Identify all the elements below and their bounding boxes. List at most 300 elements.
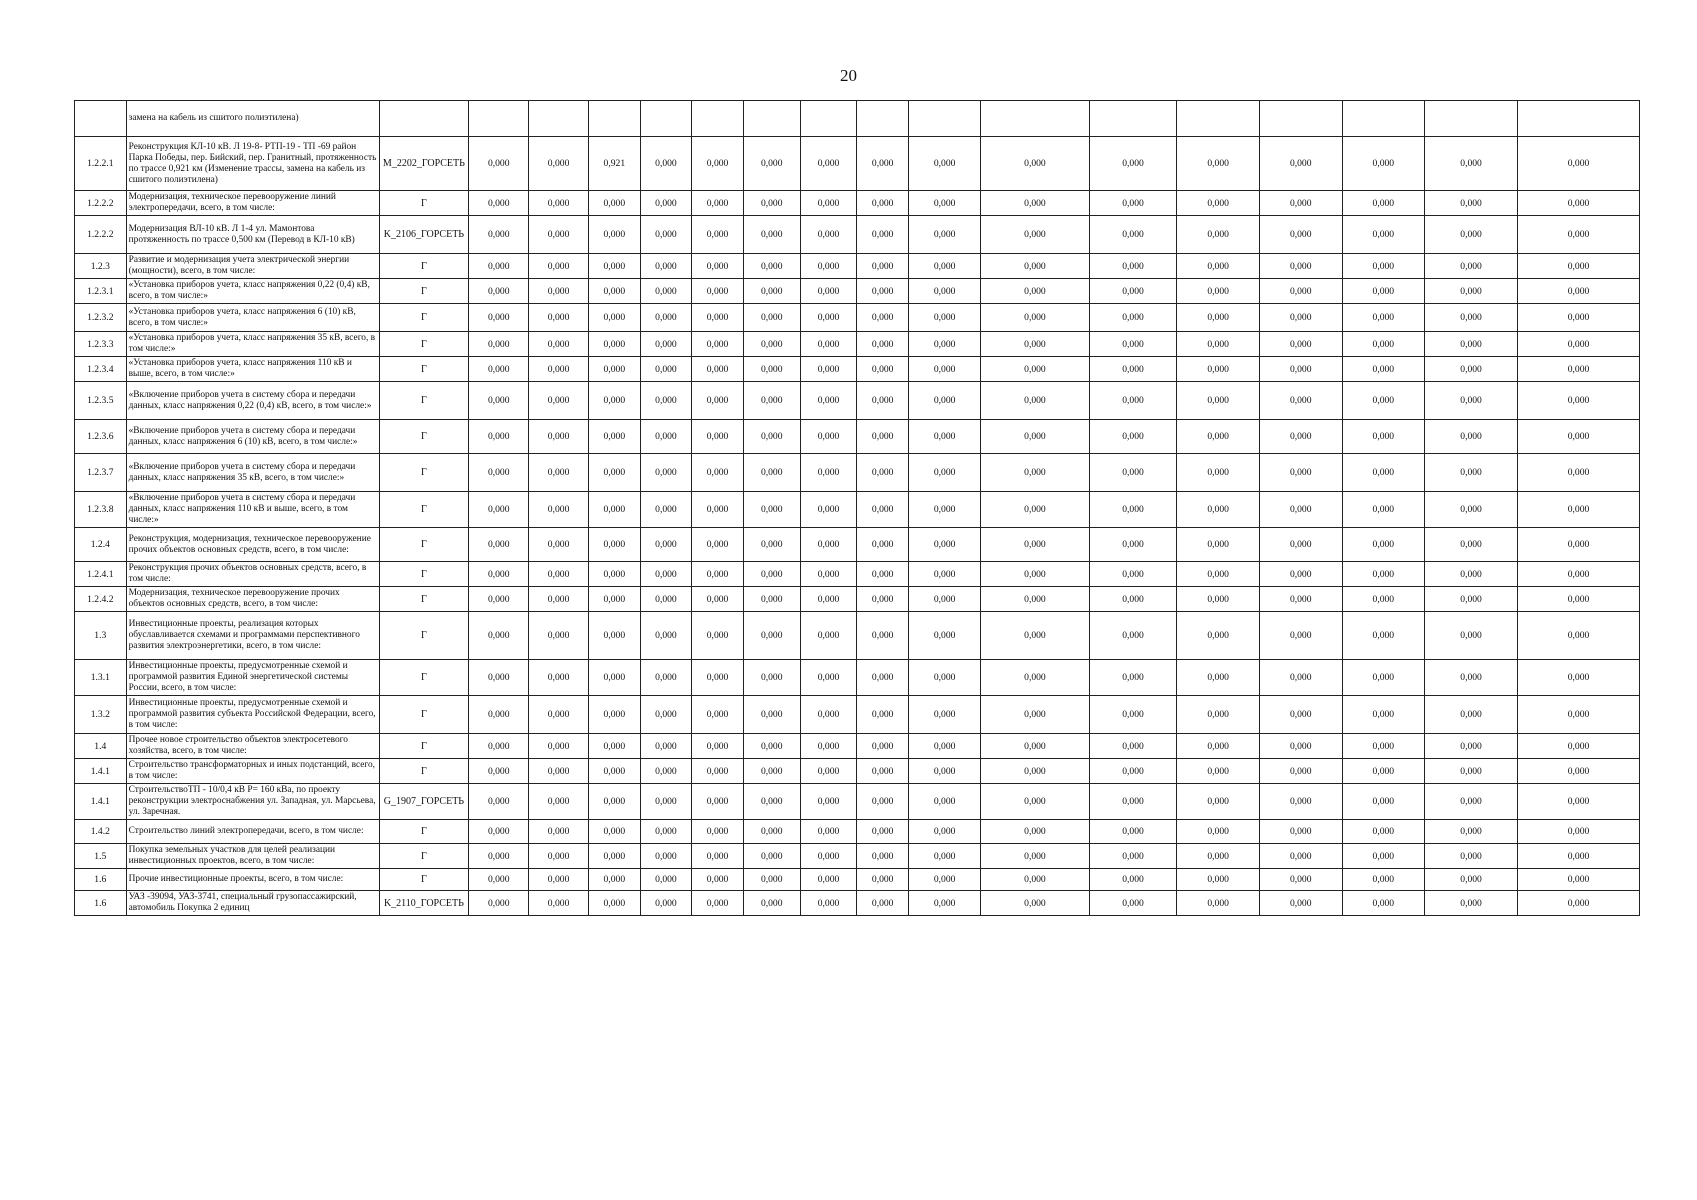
value-cell: 0,000 <box>1089 696 1177 734</box>
value-cell: 0,000 <box>1425 528 1518 562</box>
value-cell: 0,000 <box>589 332 641 357</box>
row-code-cell: 1.2.3.4 <box>75 357 127 382</box>
row-id-cell <box>379 101 469 137</box>
value-cell: 0,000 <box>469 562 529 587</box>
row-id-cell: Г <box>379 492 469 528</box>
value-cell: 0,000 <box>1177 420 1260 454</box>
value-cell: 0,000 <box>800 332 857 357</box>
value-cell: 0,000 <box>981 587 1089 612</box>
value-cell: 0,000 <box>1425 254 1518 279</box>
value-cell: 0,000 <box>981 382 1089 420</box>
value-cell: 0,000 <box>1518 587 1640 612</box>
row-name-cell: Модернизация ВЛ-10 кВ. Л 1-4 ул. Мамонтова протяженность по трассе 0,500 км (Перевод в КЛ-10 кВ) <box>126 216 379 254</box>
value-cell: 0,000 <box>529 587 589 612</box>
value-cell: 0,000 <box>1342 304 1425 332</box>
value-cell: 0,000 <box>981 844 1089 869</box>
value-cell: 0,000 <box>589 784 641 820</box>
row-name-cell: Прочие инвестиционные проекты, всего, в том числе: <box>126 869 379 891</box>
value-cell: 0,000 <box>909 492 981 528</box>
value-cell: 0,000 <box>1089 784 1177 820</box>
value-cell: 0,000 <box>800 137 857 191</box>
value-cell: 0,000 <box>1259 587 1342 612</box>
value-cell: 0,000 <box>640 454 692 492</box>
value-cell: 0,000 <box>692 784 744 820</box>
row-name-cell: «Включение приборов учета в систему сбора и передачи данных, класс напряжения 0,22 (0,4) кВ, всего, в том числе:» <box>126 382 379 420</box>
value-cell <box>529 101 589 137</box>
value-cell: 0,000 <box>857 216 909 254</box>
value-cell: 0,000 <box>1425 304 1518 332</box>
value-cell: 0,000 <box>857 734 909 759</box>
value-cell: 0,921 <box>589 137 641 191</box>
value-cell: 0,000 <box>1342 587 1425 612</box>
value-cell: 0,000 <box>469 891 529 916</box>
value-cell: 0,000 <box>692 891 744 916</box>
value-cell: 0,000 <box>743 696 800 734</box>
value-cell: 0,000 <box>1177 660 1260 696</box>
table-row <box>75 304 1640 332</box>
value-cell: 0,000 <box>800 279 857 304</box>
value-cell: 0,000 <box>1177 696 1260 734</box>
value-cell: 0,000 <box>1518 759 1640 784</box>
value-cell: 0,000 <box>640 734 692 759</box>
row-id-cell: Г <box>379 660 469 696</box>
value-cell: 0,000 <box>529 492 589 528</box>
row-id-cell: K_2110_ГОРСЕТЬ <box>379 891 469 916</box>
row-name-cell: «Установка приборов учета, класс напряжения 35 кВ, всего, в том числе:» <box>126 332 379 357</box>
value-cell: 0,000 <box>743 820 800 844</box>
value-cell: 0,000 <box>981 869 1089 891</box>
row-name-cell: Реконструкция, модернизация, техническое перевооружение прочих объектов основных средств, всего, в том числе: <box>126 528 379 562</box>
table-row <box>75 357 1640 382</box>
row-id-cell: M_2202_ГОРСЕТЬ <box>379 137 469 191</box>
row-name-cell: Модернизация, техническое перевооружение линий электропередачи, всего, в том числе: <box>126 191 379 216</box>
value-cell: 0,000 <box>743 254 800 279</box>
value-cell: 0,000 <box>1089 420 1177 454</box>
value-cell: 0,000 <box>1342 820 1425 844</box>
value-cell: 0,000 <box>1518 304 1640 332</box>
value-cell: 0,000 <box>1342 612 1425 660</box>
value-cell: 0,000 <box>800 492 857 528</box>
value-cell: 0,000 <box>469 137 529 191</box>
row-code-cell: 1.2.2.2 <box>75 191 127 216</box>
table-row <box>75 492 1640 528</box>
value-cell: 0,000 <box>1342 332 1425 357</box>
row-code-cell: 1.2.3.1 <box>75 279 127 304</box>
table-row <box>75 562 1640 587</box>
investment-table <box>74 100 1640 916</box>
table-row <box>75 216 1640 254</box>
value-cell: 0,000 <box>1177 844 1260 869</box>
value-cell: 0,000 <box>1089 492 1177 528</box>
value-cell: 0,000 <box>1177 382 1260 420</box>
value-cell: 0,000 <box>1259 784 1342 820</box>
value-cell: 0,000 <box>800 191 857 216</box>
value-cell: 0,000 <box>692 454 744 492</box>
value-cell: 0,000 <box>1177 216 1260 254</box>
value-cell: 0,000 <box>800 382 857 420</box>
value-cell: 0,000 <box>529 357 589 382</box>
value-cell: 0,000 <box>981 420 1089 454</box>
value-cell: 0,000 <box>1089 528 1177 562</box>
value-cell: 0,000 <box>857 612 909 660</box>
value-cell: 0,000 <box>1177 562 1260 587</box>
value-cell: 0,000 <box>1177 357 1260 382</box>
row-id-cell: Г <box>379 734 469 759</box>
row-name-cell: Инвестиционные проекты, реализация которых обуславливается схемами и программами перспективного развития электроэнергетики, всего, в том числе: <box>126 612 379 660</box>
value-cell: 0,000 <box>981 696 1089 734</box>
row-code-cell: 1.2.4 <box>75 528 127 562</box>
value-cell: 0,000 <box>1259 562 1342 587</box>
value-cell: 0,000 <box>909 587 981 612</box>
row-name-cell: Модернизация, техническое перевооружение прочих объектов основных средств, всего, в том числе: <box>126 587 379 612</box>
row-code-cell: 1.2.2.2 <box>75 216 127 254</box>
table-row <box>75 191 1640 216</box>
value-cell: 0,000 <box>1089 660 1177 696</box>
value-cell: 0,000 <box>529 279 589 304</box>
value-cell: 0,000 <box>640 784 692 820</box>
row-id-cell: Г <box>379 869 469 891</box>
value-cell: 0,000 <box>1425 696 1518 734</box>
row-code-cell: 1.3.2 <box>75 696 127 734</box>
row-name-cell: Инвестиционные проекты, предусмотренные схемой и программой развития субъекта Российской Федерации, всего, в том числе: <box>126 696 379 734</box>
value-cell: 0,000 <box>800 891 857 916</box>
value-cell: 0,000 <box>857 304 909 332</box>
value-cell: 0,000 <box>981 562 1089 587</box>
value-cell: 0,000 <box>1177 528 1260 562</box>
value-cell: 0,000 <box>1425 357 1518 382</box>
value-cell: 0,000 <box>909 382 981 420</box>
value-cell <box>1089 101 1177 137</box>
value-cell: 0,000 <box>857 844 909 869</box>
value-cell: 0,000 <box>1425 137 1518 191</box>
value-cell: 0,000 <box>529 191 589 216</box>
value-cell: 0,000 <box>1425 587 1518 612</box>
value-cell: 0,000 <box>589 279 641 304</box>
value-cell: 0,000 <box>1518 562 1640 587</box>
value-cell <box>692 101 744 137</box>
value-cell: 0,000 <box>1177 304 1260 332</box>
value-cell: 0,000 <box>1259 891 1342 916</box>
value-cell: 0,000 <box>529 696 589 734</box>
value-cell: 0,000 <box>589 869 641 891</box>
row-name-cell: Прочее новое строительство объектов электросетевого хозяйства, всего, в том числе: <box>126 734 379 759</box>
value-cell: 0,000 <box>1425 420 1518 454</box>
value-cell: 0,000 <box>1425 891 1518 916</box>
value-cell: 0,000 <box>469 587 529 612</box>
value-cell: 0,000 <box>692 332 744 357</box>
value-cell: 0,000 <box>909 304 981 332</box>
value-cell: 0,000 <box>1342 869 1425 891</box>
value-cell: 0,000 <box>692 357 744 382</box>
value-cell: 0,000 <box>589 696 641 734</box>
value-cell: 0,000 <box>857 382 909 420</box>
table-row <box>75 734 1640 759</box>
row-id-cell: Г <box>379 304 469 332</box>
value-cell: 0,000 <box>692 759 744 784</box>
value-cell: 0,000 <box>589 734 641 759</box>
value-cell: 0,000 <box>692 382 744 420</box>
value-cell: 0,000 <box>1177 820 1260 844</box>
value-cell: 0,000 <box>589 254 641 279</box>
value-cell: 0,000 <box>469 759 529 784</box>
row-id-cell: Г <box>379 759 469 784</box>
value-cell: 0,000 <box>529 784 589 820</box>
value-cell: 0,000 <box>1089 254 1177 279</box>
row-id-cell: Г <box>379 587 469 612</box>
value-cell: 0,000 <box>589 587 641 612</box>
value-cell: 0,000 <box>743 587 800 612</box>
value-cell: 0,000 <box>469 216 529 254</box>
row-code-cell: 1.2.3.8 <box>75 492 127 528</box>
value-cell: 0,000 <box>469 279 529 304</box>
value-cell: 0,000 <box>1259 528 1342 562</box>
value-cell: 0,000 <box>1089 587 1177 612</box>
value-cell: 0,000 <box>800 820 857 844</box>
value-cell: 0,000 <box>1425 191 1518 216</box>
table-row <box>75 528 1640 562</box>
value-cell: 0,000 <box>1342 454 1425 492</box>
value-cell: 0,000 <box>640 420 692 454</box>
value-cell: 0,000 <box>1259 454 1342 492</box>
value-cell: 0,000 <box>589 612 641 660</box>
value-cell: 0,000 <box>981 660 1089 696</box>
value-cell: 0,000 <box>909 696 981 734</box>
value-cell: 0,000 <box>1089 279 1177 304</box>
value-cell: 0,000 <box>743 279 800 304</box>
value-cell: 0,000 <box>529 891 589 916</box>
value-cell: 0,000 <box>909 784 981 820</box>
value-cell: 0,000 <box>529 734 589 759</box>
page-number: 20 <box>840 66 857 85</box>
value-cell: 0,000 <box>743 216 800 254</box>
row-name-cell: «Установка приборов учета, класс напряжения 0,22 (0,4) кВ, всего, в том числе:» <box>126 279 379 304</box>
value-cell: 0,000 <box>1177 254 1260 279</box>
value-cell: 0,000 <box>1518 420 1640 454</box>
value-cell: 0,000 <box>909 216 981 254</box>
row-id-cell: Г <box>379 279 469 304</box>
table-row <box>75 587 1640 612</box>
value-cell: 0,000 <box>692 587 744 612</box>
value-cell: 0,000 <box>589 357 641 382</box>
value-cell: 0,000 <box>1518 382 1640 420</box>
table-row <box>75 820 1640 844</box>
value-cell: 0,000 <box>1259 279 1342 304</box>
value-cell: 0,000 <box>1342 254 1425 279</box>
value-cell <box>857 101 909 137</box>
value-cell: 0,000 <box>857 562 909 587</box>
value-cell: 0,000 <box>857 869 909 891</box>
value-cell: 0,000 <box>529 528 589 562</box>
row-name-cell: «Установка приборов учета, класс напряжения 110 кВ и выше, всего, в том числе:» <box>126 357 379 382</box>
value-cell: 0,000 <box>640 528 692 562</box>
value-cell: 0,000 <box>640 820 692 844</box>
value-cell: 0,000 <box>1342 357 1425 382</box>
value-cell: 0,000 <box>800 869 857 891</box>
value-cell: 0,000 <box>1259 357 1342 382</box>
value-cell: 0,000 <box>800 420 857 454</box>
value-cell: 0,000 <box>1177 191 1260 216</box>
value-cell: 0,000 <box>1089 332 1177 357</box>
value-cell: 0,000 <box>692 696 744 734</box>
value-cell: 0,000 <box>909 528 981 562</box>
row-id-cell: K_2106_ГОРСЕТЬ <box>379 216 469 254</box>
value-cell: 0,000 <box>1342 382 1425 420</box>
row-id-cell: Г <box>379 420 469 454</box>
value-cell: 0,000 <box>1425 820 1518 844</box>
value-cell: 0,000 <box>692 492 744 528</box>
value-cell: 0,000 <box>1177 137 1260 191</box>
value-cell: 0,000 <box>909 844 981 869</box>
table-row <box>75 844 1640 869</box>
value-cell: 0,000 <box>1259 304 1342 332</box>
value-cell: 0,000 <box>800 844 857 869</box>
value-cell: 0,000 <box>640 696 692 734</box>
value-cell: 0,000 <box>1518 891 1640 916</box>
value-cell: 0,000 <box>640 304 692 332</box>
value-cell: 0,000 <box>1518 454 1640 492</box>
value-cell: 0,000 <box>743 137 800 191</box>
value-cell <box>909 101 981 137</box>
value-cell: 0,000 <box>1259 492 1342 528</box>
value-cell: 0,000 <box>909 420 981 454</box>
value-cell: 0,000 <box>692 304 744 332</box>
value-cell: 0,000 <box>981 304 1089 332</box>
value-cell: 0,000 <box>981 332 1089 357</box>
value-cell: 0,000 <box>469 528 529 562</box>
value-cell <box>589 101 641 137</box>
value-cell: 0,000 <box>743 759 800 784</box>
row-name-cell: УАЗ -39094, УАЗ-3741, специальный грузопассажирский, автомобиль Покупка 2 единиц <box>126 891 379 916</box>
table-row <box>75 454 1640 492</box>
value-cell: 0,000 <box>529 304 589 332</box>
value-cell: 0,000 <box>1342 734 1425 759</box>
value-cell: 0,000 <box>1089 304 1177 332</box>
value-cell <box>1425 101 1518 137</box>
row-name-cell: «Включение приборов учета в систему сбора и передачи данных, класс напряжения 35 кВ, всего, в том числе:» <box>126 454 379 492</box>
value-cell: 0,000 <box>857 454 909 492</box>
value-cell: 0,000 <box>1259 216 1342 254</box>
value-cell: 0,000 <box>800 528 857 562</box>
value-cell: 0,000 <box>909 137 981 191</box>
value-cell <box>1259 101 1342 137</box>
value-cell: 0,000 <box>640 587 692 612</box>
value-cell: 0,000 <box>1342 696 1425 734</box>
value-cell <box>1342 101 1425 137</box>
value-cell: 0,000 <box>469 420 529 454</box>
value-cell: 0,000 <box>800 734 857 759</box>
value-cell: 0,000 <box>1518 137 1640 191</box>
value-cell: 0,000 <box>1259 420 1342 454</box>
value-cell: 0,000 <box>981 612 1089 660</box>
row-code-cell: 1.2.3.5 <box>75 382 127 420</box>
value-cell: 0,000 <box>1425 660 1518 696</box>
value-cell: 0,000 <box>1342 844 1425 869</box>
value-cell: 0,000 <box>743 612 800 660</box>
value-cell: 0,000 <box>981 216 1089 254</box>
value-cell: 0,000 <box>692 191 744 216</box>
value-cell: 0,000 <box>589 660 641 696</box>
value-cell: 0,000 <box>1089 869 1177 891</box>
value-cell: 0,000 <box>1342 528 1425 562</box>
row-code-cell: 1.4.2 <box>75 820 127 844</box>
value-cell: 0,000 <box>1425 279 1518 304</box>
value-cell: 0,000 <box>1518 191 1640 216</box>
value-cell: 0,000 <box>857 357 909 382</box>
value-cell <box>981 101 1089 137</box>
value-cell <box>469 101 529 137</box>
value-cell: 0,000 <box>857 660 909 696</box>
value-cell: 0,000 <box>469 869 529 891</box>
value-cell: 0,000 <box>1342 891 1425 916</box>
table-row <box>75 696 1640 734</box>
value-cell: 0,000 <box>1089 820 1177 844</box>
value-cell: 0,000 <box>529 382 589 420</box>
value-cell: 0,000 <box>743 420 800 454</box>
value-cell: 0,000 <box>1425 612 1518 660</box>
value-cell: 0,000 <box>1342 216 1425 254</box>
value-cell: 0,000 <box>743 562 800 587</box>
value-cell: 0,000 <box>909 562 981 587</box>
value-cell: 0,000 <box>1518 869 1640 891</box>
value-cell: 0,000 <box>1089 891 1177 916</box>
row-code-cell: 1.2.3.3 <box>75 332 127 357</box>
row-code-cell: 1.5 <box>75 844 127 869</box>
value-cell: 0,000 <box>529 759 589 784</box>
value-cell: 0,000 <box>1518 696 1640 734</box>
value-cell: 0,000 <box>800 454 857 492</box>
value-cell: 0,000 <box>857 420 909 454</box>
value-cell: 0,000 <box>469 660 529 696</box>
row-code-cell: 1.2.3.6 <box>75 420 127 454</box>
value-cell: 0,000 <box>909 191 981 216</box>
value-cell: 0,000 <box>1342 137 1425 191</box>
table-row <box>75 420 1640 454</box>
value-cell: 0,000 <box>857 891 909 916</box>
value-cell: 0,000 <box>743 304 800 332</box>
value-cell: 0,000 <box>1342 191 1425 216</box>
value-cell: 0,000 <box>1518 612 1640 660</box>
value-cell: 0,000 <box>800 784 857 820</box>
value-cell: 0,000 <box>1425 869 1518 891</box>
value-cell: 0,000 <box>692 820 744 844</box>
value-cell: 0,000 <box>1089 759 1177 784</box>
value-cell: 0,000 <box>692 279 744 304</box>
value-cell: 0,000 <box>981 891 1089 916</box>
row-name-cell: Развитие и модернизация учета электрической энергии (мощности), всего, в том числе: <box>126 254 379 279</box>
row-id-cell: Г <box>379 332 469 357</box>
value-cell: 0,000 <box>1089 137 1177 191</box>
value-cell: 0,000 <box>529 660 589 696</box>
value-cell: 0,000 <box>857 137 909 191</box>
value-cell: 0,000 <box>1518 734 1640 759</box>
row-code-cell: 1.4 <box>75 734 127 759</box>
value-cell: 0,000 <box>640 844 692 869</box>
value-cell: 0,000 <box>743 528 800 562</box>
value-cell <box>800 101 857 137</box>
value-cell: 0,000 <box>589 820 641 844</box>
value-cell: 0,000 <box>1089 562 1177 587</box>
row-code-cell: 1.2.4.2 <box>75 587 127 612</box>
value-cell: 0,000 <box>1089 612 1177 660</box>
value-cell: 0,000 <box>589 492 641 528</box>
value-cell: 0,000 <box>640 382 692 420</box>
value-cell: 0,000 <box>640 562 692 587</box>
value-cell: 0,000 <box>909 869 981 891</box>
value-cell: 0,000 <box>469 191 529 216</box>
row-code-cell: 1.2.3 <box>75 254 127 279</box>
value-cell: 0,000 <box>1089 216 1177 254</box>
row-id-cell: Г <box>379 382 469 420</box>
